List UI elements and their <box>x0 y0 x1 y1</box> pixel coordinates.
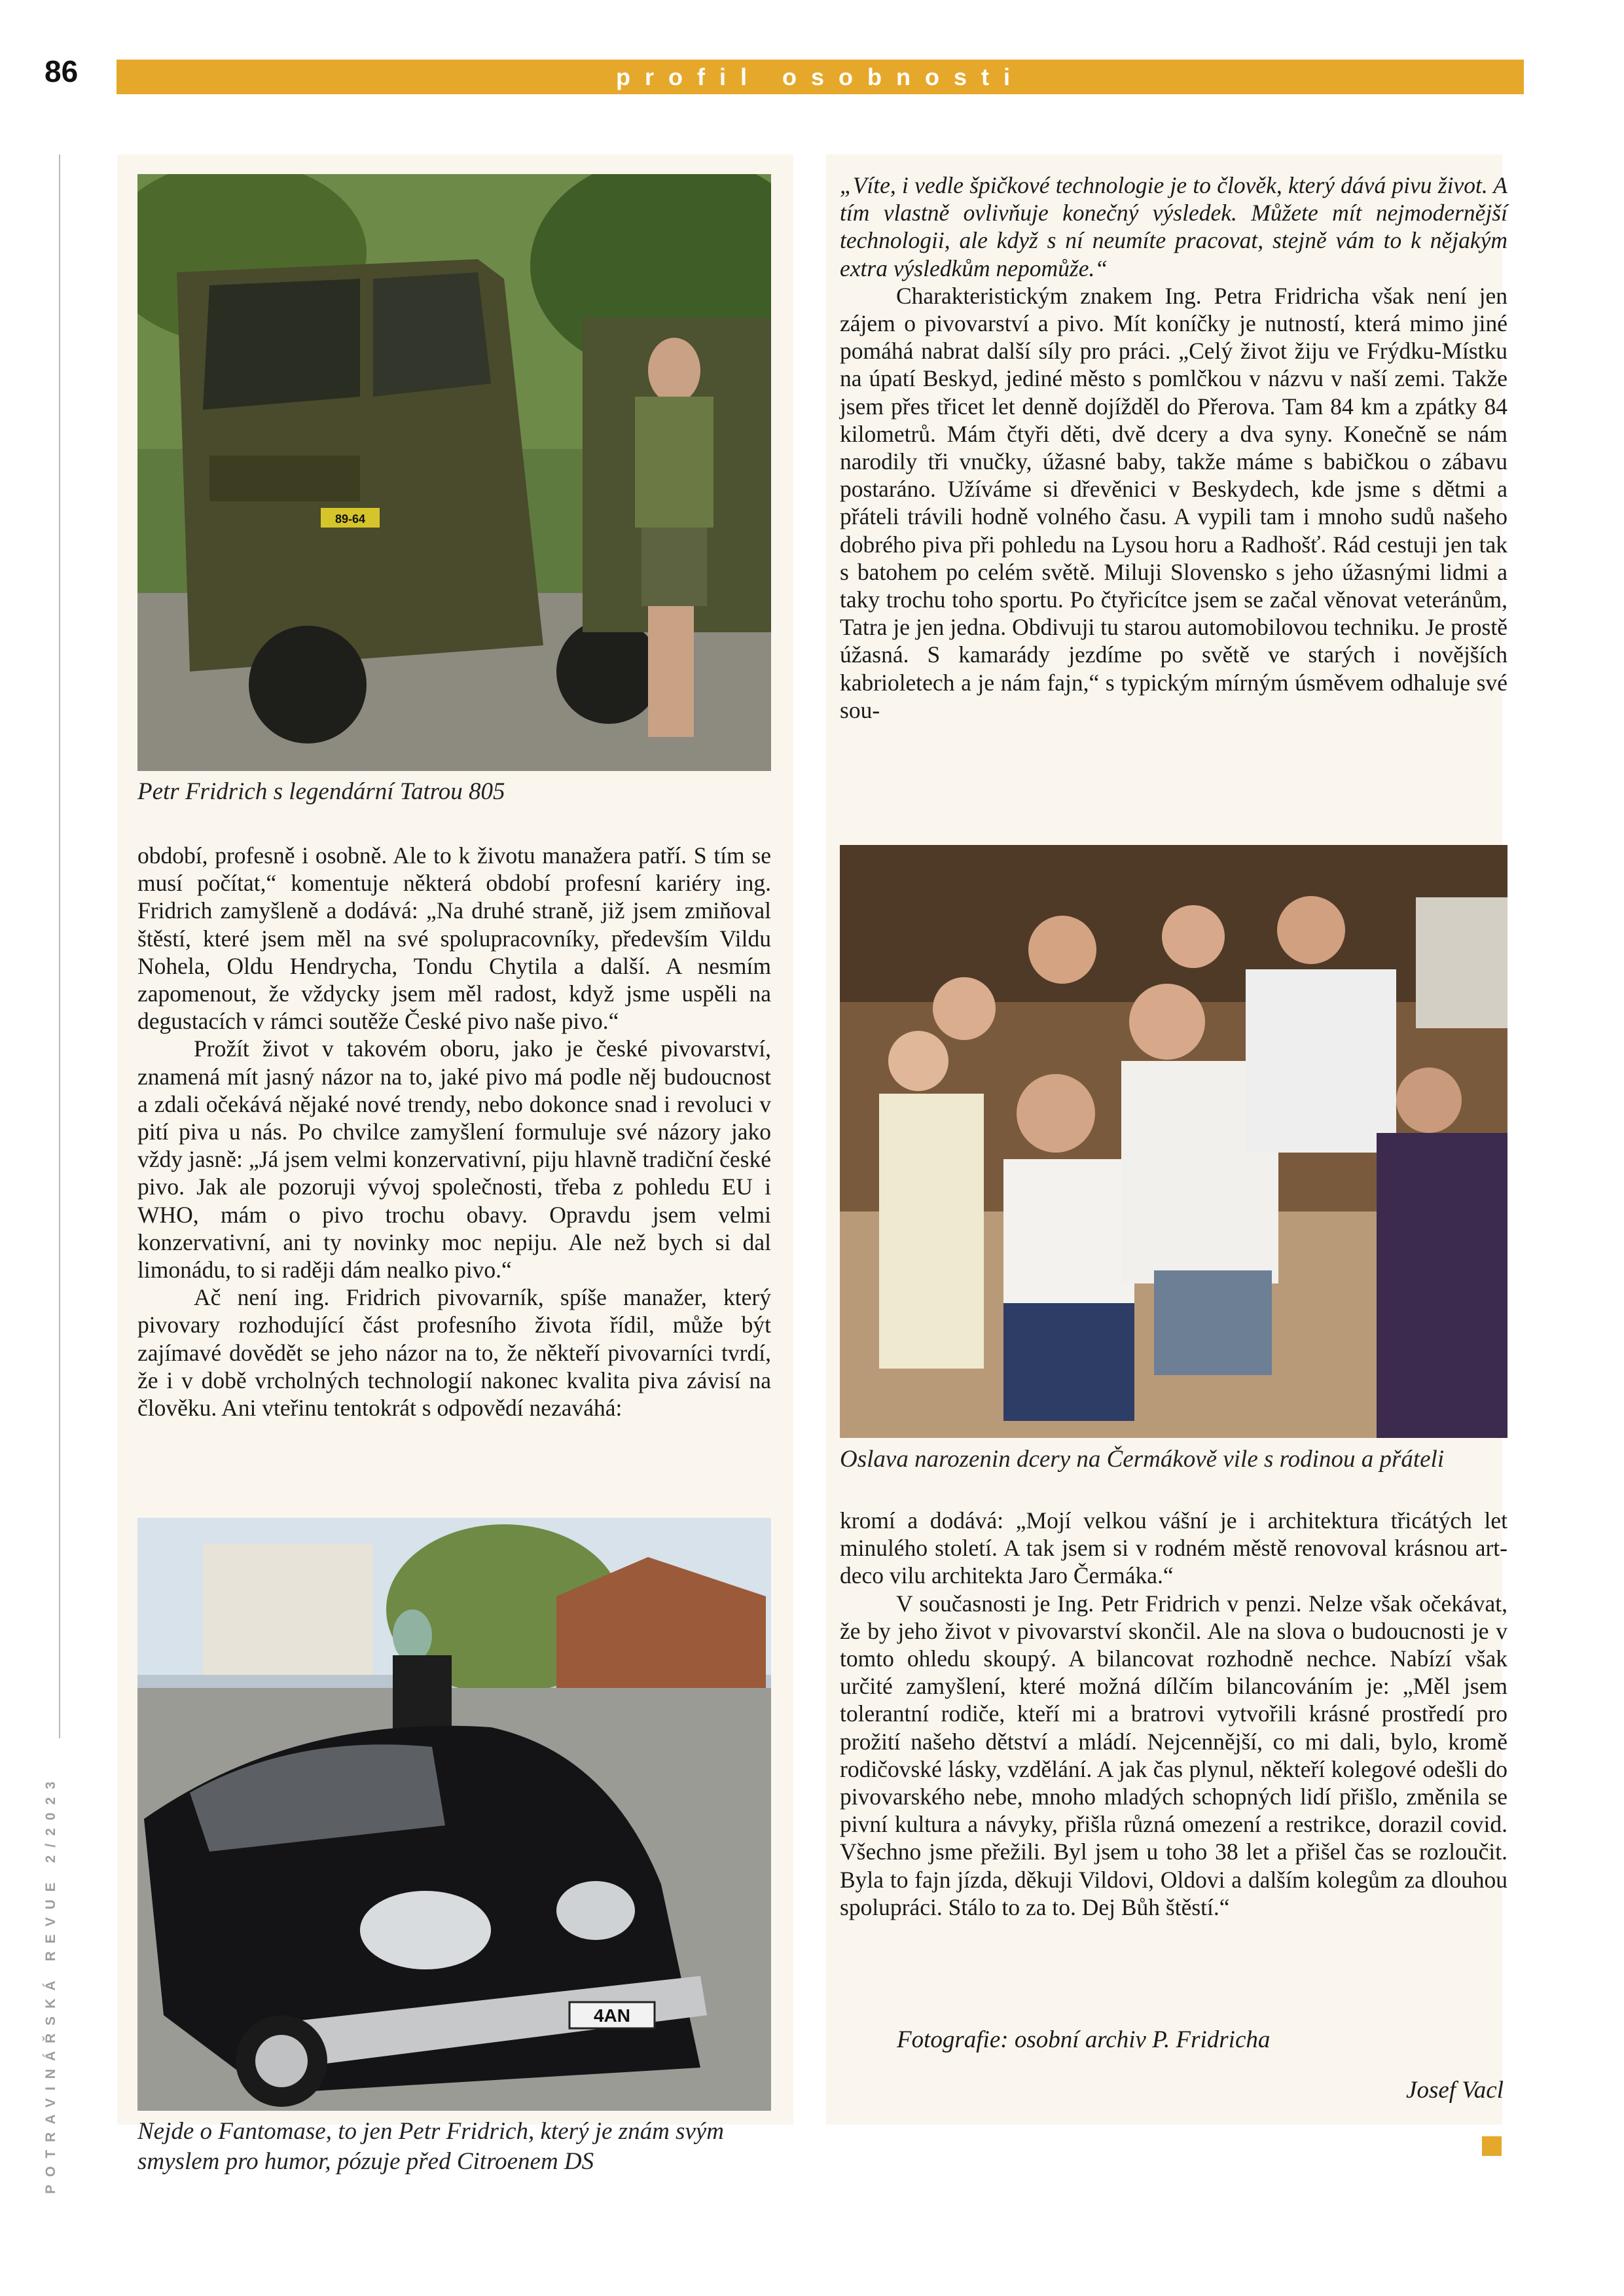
party-photo <box>840 845 1507 1438</box>
section-header <box>117 60 1524 94</box>
tatra-caption: Petr Fridrich s legendární Tatrou 805 <box>137 778 505 805</box>
party-caption: Oslava narozenin dcery na Čermákově vile s rodinou a přáteli <box>840 1446 1445 1473</box>
right-article-text-bottom <box>840 1507 1507 1921</box>
photo-credit: Fotografie: osobní archiv P. Fridricha <box>897 2026 1271 2053</box>
paragraph: Charakteristickým znakem Ing. Petra Fridricha však není jen zájem o pivovarství a pivo. Mít koníčky je nutností, která mimo jiné pomáhá nabrat další síly pro práci. „Celý život žiju ve Frýdku-Místku na úpatí Beskyd, jediné město s pomlčkou v názvu v naší zemi. Takže jsem přes třicet let denně dojížděl do Přerova. Tam 84 km a zpátky 84 kilometrů. Mám čtyři děti, dvě dcery a dva syny. Konečně se nám narodily tři vnučky, úžasné baby, takže máme s babičkou o zábavu postaráno. Užíváme si dřevěnici v Beskydech, kde jsme s dětmi a přáteli trávili hodně volného času. A vypili tam i mnoho sudů našeho dobrého piva při pohledu na Lysou horu a Radhošť. Rád cestuji jen tak s batohem po celém světě. Miluji Slovensko s jeho úžasnými lidmi a taky trochu toho sportu. Po čtyřicítce jsem se začal věnovat veteránům, Tatra je jen jedna. Obdivuji tu starou automobilovou techniku. Je prostě úžasná. S kamarády jezdíme po světě ve starých i novějších kabrioletech a je nám fajn,“ s typickým mírným úsměvem odhaluje své sou- <box>840 282 1507 723</box>
paragraph: období, profesně i osobně. Ale to k životu manažera patří. S tím se musí počítat,“ komentuje některá období profesní kariéry ing. Fridrich zamyšleně a dodává: „Na druhé straně, již jsem zmiňoval štěstí, které jsem měl na své spolupracovníky, především Vildu Nohela, Oldu Hendrycha, Tondu Chytila a další. A nesmím zapomenout, že vždycky jsem měl radost, když jsme uspěli na degustacích v rámci soutěže České pivo naše pivo.“ <box>137 842 771 1035</box>
tatra-plate: 89-64 <box>334 512 366 526</box>
page-number: 86 <box>45 54 79 88</box>
citroen-caption: Nejde o Fantomase, to jen Petr Fridrich, který je znám svým smyslem pro humor, pózuje před Citroenem DS <box>137 2118 725 2175</box>
left-article-text <box>137 842 771 1422</box>
citroen-plate: 4AN <box>593 2005 631 2026</box>
paragraph: kromí a dodává: „Mojí velkou vášní je i architektura třicátých let minulého století. A tak jsem si v rodném městě renovoval krásnou art-deco vilu architekta Jaro Čermáka.“ <box>840 1507 1507 1589</box>
paragraph: Prožít život v takovém oboru, jako je české pivovarství, znamená mít jasný názor na to, jaké pivo má podle něj budoucnost a zdali očekává nějaké nové trendy, nebo dokonce snad i revoluci v pití piva u nás. Po chvilce zamyšlení formuluje své názory jako vždy jasně: „Já jsem velmi konzervativní, piju hlavně tradiční české pivo. Jak ale pozoruji vývoj společnosti, třeba z pohledu EU i WHO, mám o pivo trochu obavy. Opravdu jsem velmi konzervativní, ani ty novinky moc nepiju. Ale než bych si dal limonádu, to si raději dám nealko pivo.“ <box>137 1035 771 1283</box>
paragraph: Ač není ing. Fridrich pivovarník, spíše manažer, který pivovary rozhodující část profesního života řídil, může být zajímavé dovědět se jeho názor na to, že někteří pivovarníci tvrdí, že i v době vrcholných technologií nakonec kvalita piva závisí na člověku. Ani vteřinu tentokrát s odpovědí nezaváhá: <box>137 1284 771 1422</box>
right-article-text-top <box>840 171 1507 724</box>
paragraph: V současnosti je Ing. Petr Fridrich v penzi. Nelze však očekávat, že by jeho život v pivovarství skončil. Ale na slova o budoucnosti je v tomto ohledu skoupý. A bilancovat rozhodně nechce. Nabízí však určité zamyšlení, které možná dílčím bilancováním je: „Měl jsem tolerantní rodiče, kteří mi a bratrovi vytvořili krásné prostředí pro prožití našeho dětství a mládí. Nejcennější, co mi dali, bylo, kromě rodičovské lásky, vzdělání. A jak čas plynul, někteří kolegové odešli do pivovarského nebe, mnoho mladých schopných lidí přišlo, změnila se pivní kultura a návyky, přišla různá omezení a restrikce, dorazil covid. Všechno jsme přežili. Byl jsem u toho 38 let a přišel čas se rozloučit. Byla to fajn jízda, děkuji Vildovi, Oldovi a dalším kolegům za dlouhou spolupráci. Stálo to za to. Dej Bůh štěstí.“ <box>840 1590 1507 1920</box>
side-divider <box>59 154 60 1738</box>
section-title: profil osobnosti <box>616 63 1024 90</box>
end-mark-icon <box>1482 2136 1502 2156</box>
magazine-label: POTRAVINÁŘSKÁ REVUE 2/2023 <box>43 1774 58 2194</box>
citroen-photo <box>137 1518 771 2111</box>
tatra-photo <box>137 174 771 771</box>
author-name: Josef Vacl <box>1406 2077 1504 2104</box>
paragraph: „Víte, i vedle špičkové technologie je to člověk, který dává pivu život. A tím vlastně ovlivňuje konečný výsledek. Můžete mít nejmodernější technologii, ale když s ní neumíte pracovat, stejně vám to k nějakým extra výsledkům nepomůže.“ <box>840 172 1507 281</box>
